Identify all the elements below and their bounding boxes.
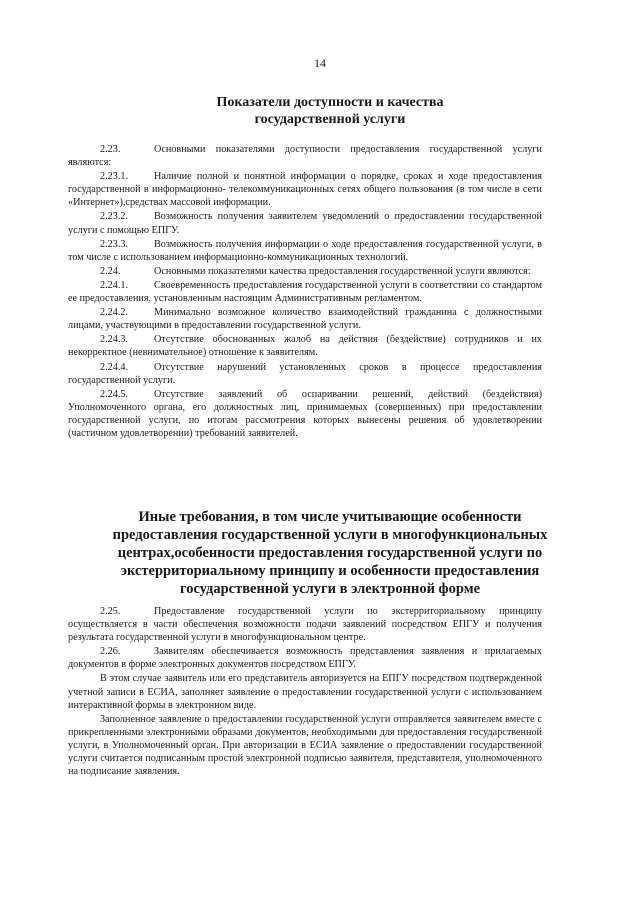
paragraph-text: Заявителям обеспечивается возможность представления заявления и прилагаемых документов в форме электронных документов посредством ЕПГУ.	[68, 646, 542, 671]
section-heading-accessibility	[60, 94, 600, 128]
paragraph-number: 2.23.3.	[100, 238, 129, 250]
heading-line: экстерриториальному принципу и особенности предоставления	[120, 563, 540, 579]
paragraph-esia-authorization	[68, 672, 542, 711]
paragraph-text: В этом случае заявитель или его представитель авторизуется на ЕПГУ посредством подтвержденной учетной записи в ЕСИА, заполняет заявление о предоставлении государственной услуги с использованием интерактивной формы в электронном виде.	[68, 673, 542, 711]
paragraph-2-23-1	[68, 170, 542, 209]
paragraph-2-23-2	[68, 210, 542, 236]
paragraph-text: Предоставление государственной услуги по экстерриториальному принципу осуществляется в части обеспечения возможности подачи заявлений посредством ЕПГУ и получения результата государственной услуги в многофункциональном центре.	[68, 606, 542, 644]
paragraph-text: Минимально возможное количество взаимодействий гражданина с должностными лицами, участвующими в предоставлении государственной услуги.	[68, 307, 542, 332]
paragraph-2-24-1	[68, 279, 542, 305]
accessibility-paragraphs	[68, 143, 542, 441]
heading-line: Иные требования, в том числе учитывающие особенности	[138, 509, 522, 525]
paragraph-text: Отсутствие заявлений об оспаривании решений, действий (бездействия) Уполномоченного органа, его должностных лиц, принимаемых (совершенных) при предоставлении государственной услуги, по итогам рассмотрения которых вынесены решения об удовлетворении (частичном удовлетворении) требований заявителей.	[68, 388, 542, 439]
heading-line: государственной услуги в электронной форме	[179, 581, 481, 597]
paragraph-text: Отсутствие обоснованных жалоб на действия (бездействие) сотрудников и их некорректное (невнимательное) отношение к заявителям.	[68, 334, 542, 359]
paragraph-number: 2.23.2.	[100, 211, 129, 223]
other-requirements-paragraphs	[68, 605, 542, 779]
paragraph-number: 2.24.3.	[100, 334, 129, 346]
paragraph-2-26	[68, 645, 542, 671]
paragraph-text: Основными показателями качества предоставления государственной услуги являются:	[154, 265, 531, 277]
paragraph-number: 2.25.	[100, 606, 121, 617]
paragraph-2-23-3	[68, 238, 542, 264]
paragraph-number: 2.24.4.	[100, 361, 129, 373]
paragraph-2-24	[68, 265, 542, 278]
paragraph-2-24-3	[68, 333, 542, 359]
heading-line: центрах,особенности предоставления государственной услуги по	[117, 545, 543, 561]
section-heading-other-requirements	[60, 508, 600, 598]
paragraph-number: 2.23.1.	[100, 171, 129, 183]
paragraph-text: Своевременность предоставления государственной услуги в соответствии со стандартом ее предоставления, установленным настоящим Административным регламентом.	[68, 279, 542, 305]
paragraph-text: Основными показателями доступности предоставления государственной услуги являются:	[68, 144, 542, 169]
paragraph-2-24-5	[68, 388, 542, 440]
paragraph-2-24-4	[68, 361, 542, 387]
heading-line: Показатели доступности и качества	[216, 95, 444, 110]
paragraph-2-25	[68, 605, 542, 644]
paragraph-submission	[68, 713, 542, 778]
paragraph-number: 2.23.	[100, 144, 121, 155]
paragraph-number: 2.26.	[100, 646, 121, 658]
paragraph-number: 2.24.5.	[100, 388, 129, 400]
paragraph-text: Заполненное заявление о предоставлении государственной услуги отправляется заявителем вместе с прикрепленными электронными образами документов, необходимыми для предоставления государственной услуги, в Уполномоченный орган. При авторизации в ЕСИА заявление о предоставлении государственной услуги считается подписанным простой электронной подписью заявителя, представителя, уполномоченного на подписание заявления.	[68, 713, 542, 778]
paragraph-number: 2.24.	[100, 265, 121, 277]
paragraph-text: Наличие полной и понятной информации о порядке, сроках и ходе предоставления государственной в информационно- телекоммуникационных сетях общего пользования (в том числе в сети «Интернет»),средствах массовой информации.	[68, 171, 542, 209]
paragraph-text: Возможность получения заявителем уведомлений о предоставлении государственной услуги с помощью ЕПГУ.	[68, 211, 542, 236]
paragraph-text: Отсутствие нарушений установленных сроков в процессе предоставления государственной услуги.	[68, 361, 542, 386]
paragraph-2-23	[68, 143, 542, 169]
page-number: 14	[314, 56, 326, 70]
paragraph-text: Возможность получения информации о ходе предоставления государственной услуги, в том числе с использованием информационно-коммуникационных технологий.	[68, 238, 542, 263]
heading-line: предоставления государственной услуги в многофункциональных	[112, 527, 548, 543]
paragraph-2-24-2	[68, 306, 542, 332]
heading-line: государственной услуги	[254, 112, 406, 127]
paragraph-number: 2.24.2.	[100, 307, 129, 319]
paragraph-number: 2.24.1.	[100, 279, 129, 291]
